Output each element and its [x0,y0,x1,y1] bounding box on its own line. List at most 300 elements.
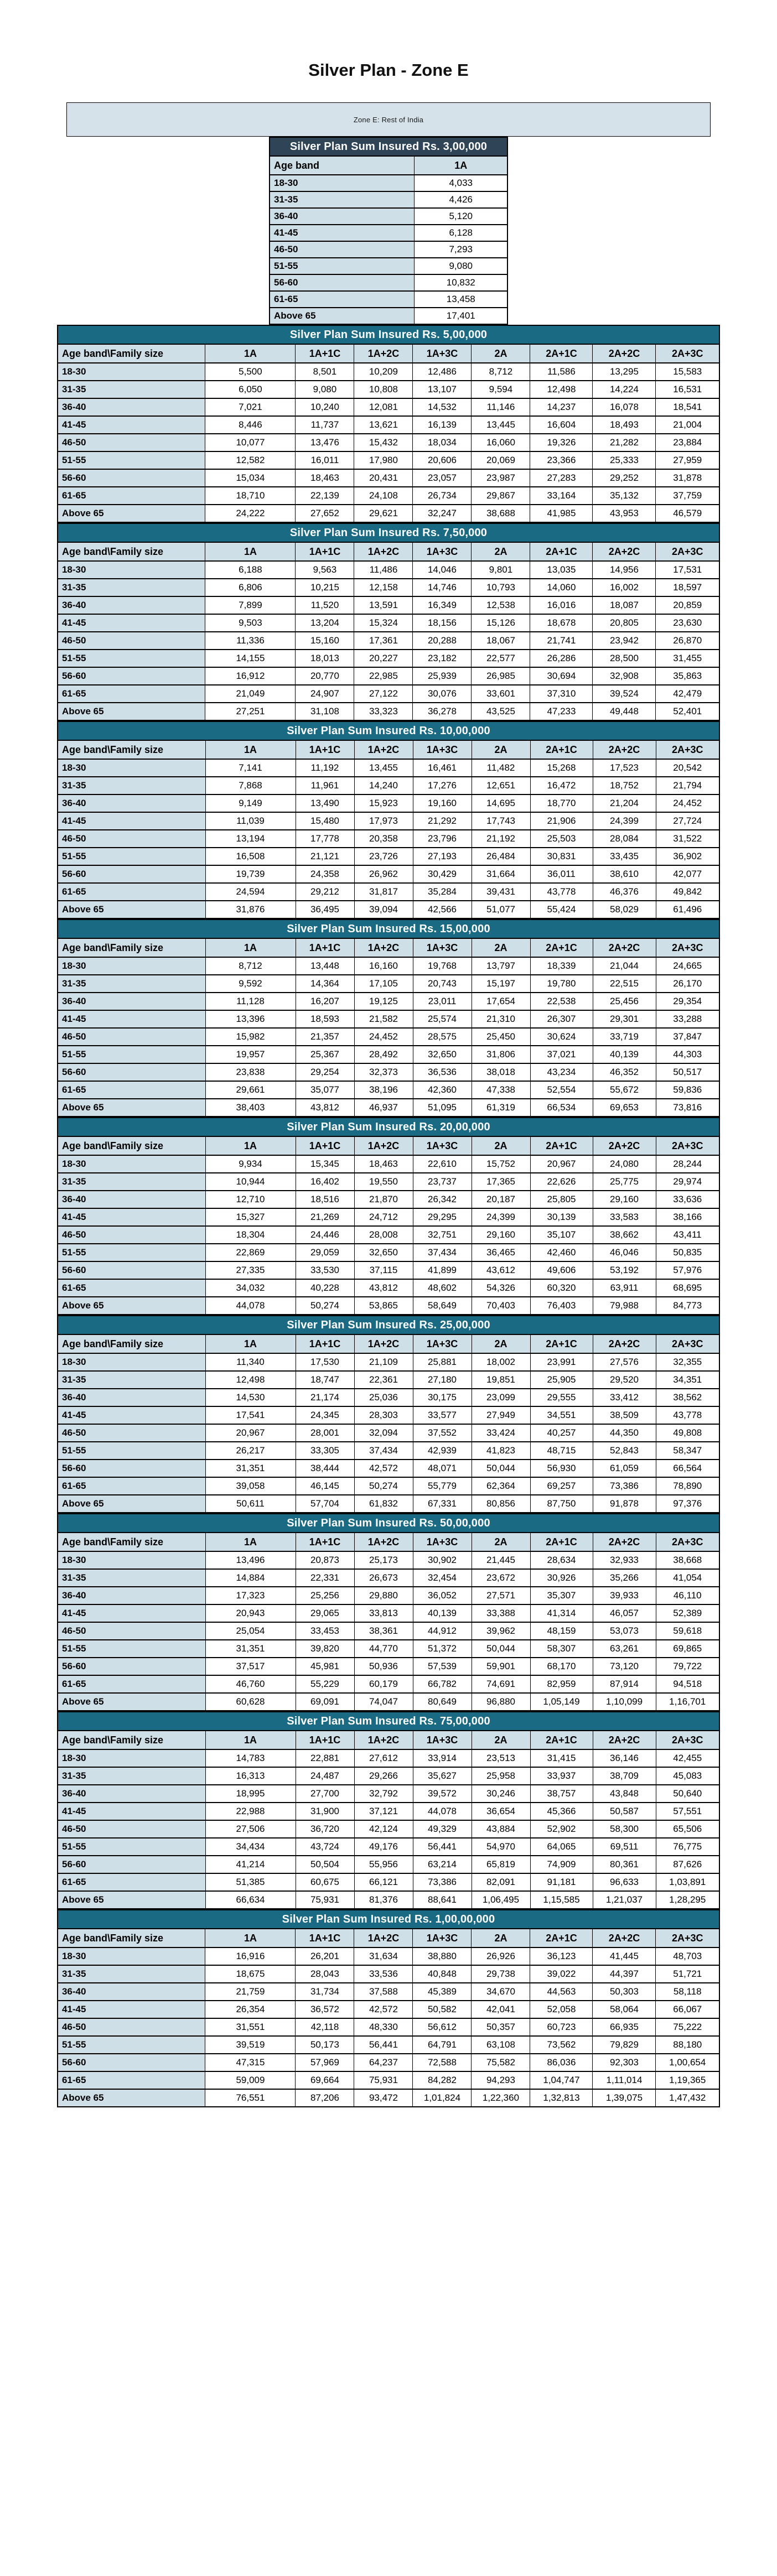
premium-cell: 20,805 [593,614,656,632]
table-row [58,1477,719,1495]
column-header: 2A [472,542,530,561]
premium-cell: 43,812 [354,1279,413,1297]
premium-cell: 74,691 [472,1675,530,1693]
premium-cell: 15,268 [530,759,593,777]
premium-cell: 52,401 [656,703,719,720]
table-title-row [58,1118,719,1136]
table-row [58,957,719,975]
premium-cell: 13,107 [413,381,472,398]
premium-cell: 42,360 [413,1081,472,1099]
premium-cell: 74,909 [530,1856,593,1873]
premium-cell: 13,621 [354,416,413,434]
premium-cell: 27,251 [205,703,296,720]
column-header: 2A [472,938,530,957]
column-header: 1A [205,1334,296,1353]
premium-cell: 7,293 [415,241,507,258]
premium-cell: 34,351 [656,1371,719,1389]
table-row [58,1063,719,1081]
premium-cell: 21,357 [296,1028,354,1046]
premium-cell: 50,504 [296,1856,354,1873]
table-row [58,777,719,794]
premium-cell: 19,768 [413,957,472,975]
age-band-cell: 36-40 [58,1389,205,1406]
premium-cell: 56,441 [354,2036,413,2054]
premium-cell: 12,651 [472,777,530,794]
table-row [58,1208,719,1226]
premium-cell: 34,670 [472,1983,530,2001]
premium-cell: 44,397 [593,1965,656,1983]
premium-cell: 17,541 [205,1406,296,1424]
age-band-cell: 46-50 [58,1622,205,1640]
premium-cell: 29,160 [472,1226,530,1244]
premium-cell: 26,962 [354,865,413,883]
premium-cell: 31,817 [354,883,413,901]
premium-cell: 39,519 [205,2036,296,2054]
premium-cell: 43,525 [472,703,530,720]
column-header: 1A+3C [413,1929,472,1947]
premium-cell: 66,067 [656,2001,719,2018]
table-row [58,759,719,777]
zone-banner [66,102,711,137]
column-header: 1A [205,1731,296,1749]
age-band-cell: 51-55 [58,451,205,469]
premium-cell: 27,949 [472,1406,530,1424]
premium-cell: 10,793 [472,579,530,596]
column-header: Age band\Family size [58,1929,205,1947]
table-row [58,883,719,901]
premium-cell: 4,426 [415,191,507,208]
premium-cell: 33,530 [296,1261,354,1279]
premium-cell: 33,583 [593,1208,656,1226]
premium-cell: 39,962 [472,1622,530,1640]
premium-cell: 58,064 [593,2001,656,2018]
premium-cell: 24,594 [205,883,296,901]
age-band-cell: 31-35 [58,1965,205,1983]
premium-cell: 75,931 [296,1891,354,1909]
premium-cell: 38,509 [593,1406,656,1424]
column-header: 2A [472,1334,530,1353]
premium-cell: 35,132 [593,487,656,505]
premium-cell: 13,591 [354,596,413,614]
premium-cell: 37,847 [656,1028,719,1046]
premium-cell: 31,455 [656,650,719,667]
premium-cell: 42,124 [354,1820,413,1838]
premium-cell: 46,046 [593,1244,656,1261]
premium-cell: 11,340 [205,1353,296,1371]
premium-cell: 9,503 [205,614,296,632]
age-band-cell: Above 65 [270,308,415,324]
premium-cell: 10,215 [296,579,354,596]
premium-cell: 57,551 [656,1803,719,1820]
premium-cell: 73,816 [656,1099,719,1116]
table-title-row [58,1514,719,1533]
table-row [58,848,719,865]
premium-cell: 41,445 [593,1947,656,1965]
premium-cell: 22,139 [296,487,354,505]
premium-cell: 16,011 [296,451,354,469]
age-band-cell: 41-45 [58,614,205,632]
premium-cell: 14,532 [413,398,472,416]
column-header: 2A+1C [530,1334,593,1353]
premium-cell: 12,158 [354,579,413,596]
age-band-cell: 18-30 [58,1155,205,1173]
table-row [58,1983,719,2001]
premium-cell: 32,792 [354,1785,413,1803]
premium-cell: 23,057 [413,469,472,487]
premium-cell: 13,445 [472,416,530,434]
premium-cell: 39,022 [530,1965,593,1983]
premium-cell: 21,794 [656,777,719,794]
age-band-cell: 18-30 [58,957,205,975]
premium-cell: 60,675 [296,1873,354,1891]
table-row [58,505,719,522]
premium-cell: 42,566 [413,901,472,918]
premium-cell: 36,654 [472,1803,530,1820]
column-header: 2A+2C [593,740,656,759]
age-band-cell: 41-45 [58,1406,205,1424]
premium-cell: 74,047 [354,1693,413,1711]
table-row [58,1371,719,1389]
age-band-cell: 51-55 [58,1244,205,1261]
premium-cell: 14,237 [530,398,593,416]
premium-cell: 38,668 [656,1551,719,1569]
premium-cell: 24,358 [296,865,354,883]
premium-cell: 15,160 [296,632,354,650]
premium-cell: 14,530 [205,1389,296,1406]
premium-cell: 58,307 [530,1640,593,1658]
premium-cell: 33,536 [354,1965,413,1983]
premium-cell: 17,654 [472,993,530,1010]
premium-cell: 18,339 [530,957,593,975]
premium-cell: 25,450 [472,1028,530,1046]
premium-cell: 6,806 [205,579,296,596]
premium-cell: 15,126 [472,614,530,632]
table-row [58,1551,719,1569]
premium-cell: 35,266 [593,1569,656,1587]
table-row [58,1244,719,1261]
premium-cell: 86,036 [530,2054,593,2071]
premium-cell: 11,128 [205,993,296,1010]
premium-cell: 44,563 [530,1983,593,2001]
premium-cell: 46,579 [656,505,719,522]
premium-cell: 50,582 [413,2001,472,2018]
premium-cell: 20,227 [354,650,413,667]
premium-cell: 33,719 [593,1028,656,1046]
premium-cell: 16,349 [413,596,472,614]
age-band-cell: 46-50 [58,1028,205,1046]
premium-cell: 70,403 [472,1297,530,1315]
premium-cell: 31,351 [205,1640,296,1658]
premium-cell: 43,612 [472,1261,530,1279]
premium-cell: 24,712 [354,1208,413,1226]
column-header: 2A [472,1136,530,1155]
premium-cell: 20,943 [205,1604,296,1622]
premium-cell: 26,484 [472,848,530,865]
age-band-cell: 18-30 [58,1749,205,1767]
premium-cell: 81,376 [354,1891,413,1909]
table-row [58,2001,719,2018]
premium-cell: 18,002 [472,1353,530,1371]
premium-cell: 73,386 [593,1477,656,1495]
table-header-row [58,740,719,759]
column-header: 1A+3C [413,740,472,759]
premium-cell: 38,403 [205,1099,296,1116]
premium-cell: 38,610 [593,865,656,883]
premium-cell: 18,493 [593,416,656,434]
premium-cell: 11,336 [205,632,296,650]
column-header: 2A+1C [530,1929,593,1947]
premium-cell: 17,778 [296,830,354,848]
premium-cell: 16,402 [296,1173,354,1191]
premium-cell: 72,588 [413,2054,472,2071]
column-header: 2A+3C [656,542,719,561]
premium-cell: 75,931 [354,2071,413,2089]
table-row [58,1173,719,1191]
premium-cell: 19,550 [354,1173,413,1191]
premium-cell: 13,035 [530,561,593,579]
premium-cell: 49,606 [530,1261,593,1279]
premium-cell: 22,626 [530,1173,593,1191]
premium-cell: 46,937 [354,1099,413,1116]
premium-cell: 21,759 [205,1983,296,2001]
premium-cell: 29,880 [354,1587,413,1604]
column-header: 1A [205,344,296,363]
age-band-cell: 31-35 [58,1371,205,1389]
premium-cell: 30,076 [413,685,472,703]
premium-cell: 15,752 [472,1155,530,1173]
premium-cell: 48,071 [413,1460,472,1477]
premium-cell: 1,21,037 [593,1891,656,1909]
premium-cell: 18,087 [593,596,656,614]
premium-cell: 17,365 [472,1173,530,1191]
premium-cell: 55,424 [530,901,593,918]
table-title-row [58,523,719,542]
premium-cell: 1,04,747 [530,2071,593,2089]
premium-cell: 23,726 [354,848,413,865]
table-row [270,291,507,308]
premium-table [57,1909,720,2107]
premium-cell: 21,310 [472,1010,530,1028]
premium-cell: 17,323 [205,1587,296,1604]
premium-cell: 26,217 [205,1442,296,1460]
premium-cell: 21,109 [354,1353,413,1371]
table-header-row [58,938,719,957]
premium-cell: 46,760 [205,1675,296,1693]
premium-cell: 1,03,891 [656,1873,719,1891]
age-band-cell: 36-40 [58,993,205,1010]
premium-cell: 21,741 [530,632,593,650]
premium-cell: 9,563 [296,561,354,579]
page-title: Silver Plan - Zone E [308,60,469,80]
table-row [58,1658,719,1675]
premium-cell: 17,276 [413,777,472,794]
premium-cell: 42,118 [296,2018,354,2036]
column-header: 1A+1C [296,1334,354,1353]
premium-cell: 78,890 [656,1477,719,1495]
column-header: 1A+3C [413,542,472,561]
premium-cell: 41,314 [530,1604,593,1622]
premium-cell: 18,752 [593,777,656,794]
premium-cell: 14,695 [472,794,530,812]
premium-cell: 32,454 [413,1569,472,1587]
premium-cell: 6,188 [205,561,296,579]
premium-cell: 91,181 [530,1873,593,1891]
premium-cell: 11,961 [296,777,354,794]
premium-cell: 18,678 [530,614,593,632]
premium-cell: 18,067 [472,632,530,650]
age-band-cell: 36-40 [58,398,205,416]
premium-cell: 1,05,149 [530,1693,593,1711]
age-band-cell: 31-35 [58,777,205,794]
age-band-cell: 46-50 [270,241,415,258]
premium-cell: 12,582 [205,451,296,469]
premium-cell: 23,737 [413,1173,472,1191]
premium-cell: 1,15,585 [530,1891,593,1909]
premium-cell: 17,361 [354,632,413,650]
premium-cell: 67,331 [413,1495,472,1513]
zone-banner-text: Zone E: Rest of India [353,115,424,124]
premium-cell: 50,044 [472,1640,530,1658]
premium-cell: 31,900 [296,1803,354,1820]
premium-cell: 39,094 [354,901,413,918]
premium-table [57,721,720,919]
age-band-cell: 46-50 [58,1424,205,1442]
premium-cell: 38,688 [472,505,530,522]
age-band-cell: Above 65 [58,505,205,522]
premium-cell: 33,601 [472,685,530,703]
premium-cell: 25,173 [354,1551,413,1569]
table-row [58,794,719,812]
tables-root [0,137,777,2107]
premium-cell: 13,194 [205,830,296,848]
premium-cell: 37,552 [413,1424,472,1442]
column-header: 1A+3C [413,1136,472,1155]
premium-cell: 33,323 [354,703,413,720]
premium-cell: 31,734 [296,1983,354,2001]
premium-cell: 73,562 [530,2036,593,2054]
premium-cell: 58,029 [593,901,656,918]
age-band-cell: 41-45 [58,2001,205,2018]
premium-cell: 23,366 [530,451,593,469]
premium-cell: 7,868 [205,777,296,794]
age-band-cell: 36-40 [58,1983,205,2001]
column-header: 1A+2C [354,740,413,759]
premium-cell: 28,634 [530,1551,593,1569]
table-title-row [58,721,719,740]
premium-cell: 41,985 [530,505,593,522]
premium-cell: 32,933 [593,1551,656,1569]
premium-cell: 63,261 [593,1640,656,1658]
premium-cell: 8,446 [205,416,296,434]
age-band-cell: 41-45 [58,812,205,830]
premium-cell: 87,914 [593,1675,656,1693]
table-row [58,1460,719,1477]
premium-cell: 30,139 [530,1208,593,1226]
table-title-row [58,1910,719,1929]
age-band-cell: 36-40 [58,794,205,812]
premium-cell: 6,050 [205,381,296,398]
premium-cell: 28,492 [354,1046,413,1063]
premium-cell: 24,345 [296,1406,354,1424]
column-header: 2A+1C [530,1136,593,1155]
premium-cell: 9,080 [415,258,507,274]
age-band-cell: 61-65 [58,1675,205,1693]
table-row [58,1081,719,1099]
table-row [58,1785,719,1803]
premium-cell: 52,902 [530,1820,593,1838]
premium-cell: 12,486 [413,363,472,381]
premium-cell: 87,206 [296,2089,354,2107]
age-band-cell: 36-40 [58,1191,205,1208]
premium-cell: 26,985 [472,667,530,685]
premium-cell: 31,806 [472,1046,530,1063]
premium-cell: 17,523 [593,759,656,777]
premium-cell: 29,160 [593,1191,656,1208]
age-band-cell: 51-55 [58,650,205,667]
premium-cell: 29,738 [472,1965,530,1983]
premium-cell: 23,513 [472,1749,530,1767]
premium-cell: 16,139 [413,416,472,434]
premium-cell: 35,077 [296,1081,354,1099]
age-band-cell: 41-45 [58,1010,205,1028]
age-band-cell: 61-65 [58,1081,205,1099]
premium-cell: 76,775 [656,1838,719,1856]
premium-cell: 48,715 [530,1442,593,1460]
table-row [58,1604,719,1622]
premium-cell: 6,128 [415,225,507,241]
premium-cell: 59,901 [472,1658,530,1675]
table-row [58,975,719,993]
table-row [58,1261,719,1279]
premium-cell: 28,500 [593,650,656,667]
premium-cell: 91,878 [593,1495,656,1513]
premium-cell: 52,843 [593,1442,656,1460]
table-row [58,1442,719,1460]
premium-cell: 33,412 [593,1389,656,1406]
premium-cell: 69,653 [593,1099,656,1116]
column-header: 2A+3C [656,1929,719,1947]
table-row [58,1046,719,1063]
premium-cell: 11,146 [472,398,530,416]
column-header: 1A [205,1533,296,1551]
premium-cell: 57,704 [296,1495,354,1513]
premium-cell: 43,812 [296,1099,354,1116]
premium-cell: 57,969 [296,2054,354,2071]
premium-cell: 26,926 [472,1947,530,1965]
premium-table [57,1513,720,1711]
premium-cell: 7,141 [205,759,296,777]
column-header: 2A [472,344,530,363]
premium-cell: 68,170 [530,1658,593,1675]
premium-cell: 17,530 [296,1353,354,1371]
table-row [58,1495,719,1513]
age-band-cell: 61-65 [58,1279,205,1297]
premium-cell: 47,233 [530,703,593,720]
age-band-cell: Above 65 [58,901,205,918]
table-row [270,241,507,258]
premium-cell: 79,988 [593,1297,656,1315]
premium-cell: 43,778 [656,1406,719,1424]
table-title: Silver Plan Sum Insured Rs. 7,50,000 [58,523,719,542]
age-band-cell: 46-50 [58,830,205,848]
premium-cell: 80,856 [472,1495,530,1513]
premium-cell: 28,244 [656,1155,719,1173]
premium-cell: 75,582 [472,2054,530,2071]
premium-cell: 10,240 [296,398,354,416]
premium-cell: 60,320 [530,1279,593,1297]
premium-cell: 20,859 [656,596,719,614]
premium-cell: 35,863 [656,667,719,685]
